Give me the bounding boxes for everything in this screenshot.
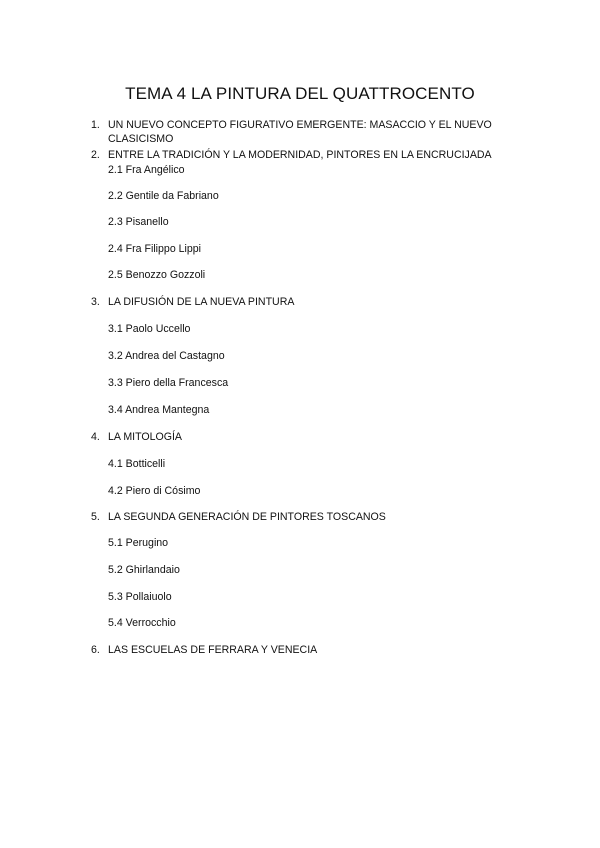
section-number: 6. xyxy=(91,644,100,656)
section-heading: LA SEGUNDA GENERACIÓN DE PINTORES TOSCANOS xyxy=(108,511,386,523)
section-heading: LA DIFUSIÓN DE LA NUEVA PINTURA xyxy=(108,296,295,308)
subsection-item: 4.2 Piero di Cósimo xyxy=(108,485,201,497)
section-number: 2. xyxy=(91,149,100,161)
subsection-item: 2.5 Benozzo Gozzoli xyxy=(108,269,206,281)
section-heading: LA MITOLOGÍA xyxy=(108,431,182,443)
section-number: 3. xyxy=(91,296,100,308)
subsection-item: 3.1 Paolo Uccello xyxy=(108,323,191,335)
subsection-item: 4.1 Botticelli xyxy=(108,458,166,470)
subsection-item: 2.4 Fra Filippo Lippi xyxy=(108,243,202,255)
subsection-item: 2.2 Gentile da Fabriano xyxy=(108,190,219,202)
document-title: TEMA 4 LA PINTURA DEL QUATTROCENTO xyxy=(125,84,475,103)
subsection-item: 5.2 Ghirlandaio xyxy=(108,564,180,576)
subsection-item: 3.2 Andrea del Castagno xyxy=(108,350,225,362)
section-heading: ENTRE LA TRADICIÓN Y LA MODERNIDAD, PINTORES EN LA ENCRUCIJADA xyxy=(108,149,492,161)
section-heading: LAS ESCUELAS DE FERRARA Y VENECIA xyxy=(108,644,318,656)
subsection-item: 3.4 Andrea Mantegna xyxy=(108,404,210,416)
subsection-item: 3.3 Piero della Francesca xyxy=(108,377,229,389)
section-heading: UN NUEVO CONCEPTO FIGURATIVO EMERGENTE: MASACCIO Y EL NUEVO CLASICISMO xyxy=(108,119,492,145)
section-number: 5. xyxy=(91,511,100,523)
subsection-item: 2.3 Pisanello xyxy=(108,216,169,228)
subsection-item: 5.1 Perugino xyxy=(108,537,169,549)
subsection-item: 2.1 Fra Angélico xyxy=(108,164,185,176)
subsection-item: 5.4 Verrocchio xyxy=(108,617,176,629)
section-number: 4. xyxy=(91,431,100,443)
section-number: 1. xyxy=(91,119,100,131)
subsection-item: 5.3 Pollaiuolo xyxy=(108,591,172,603)
